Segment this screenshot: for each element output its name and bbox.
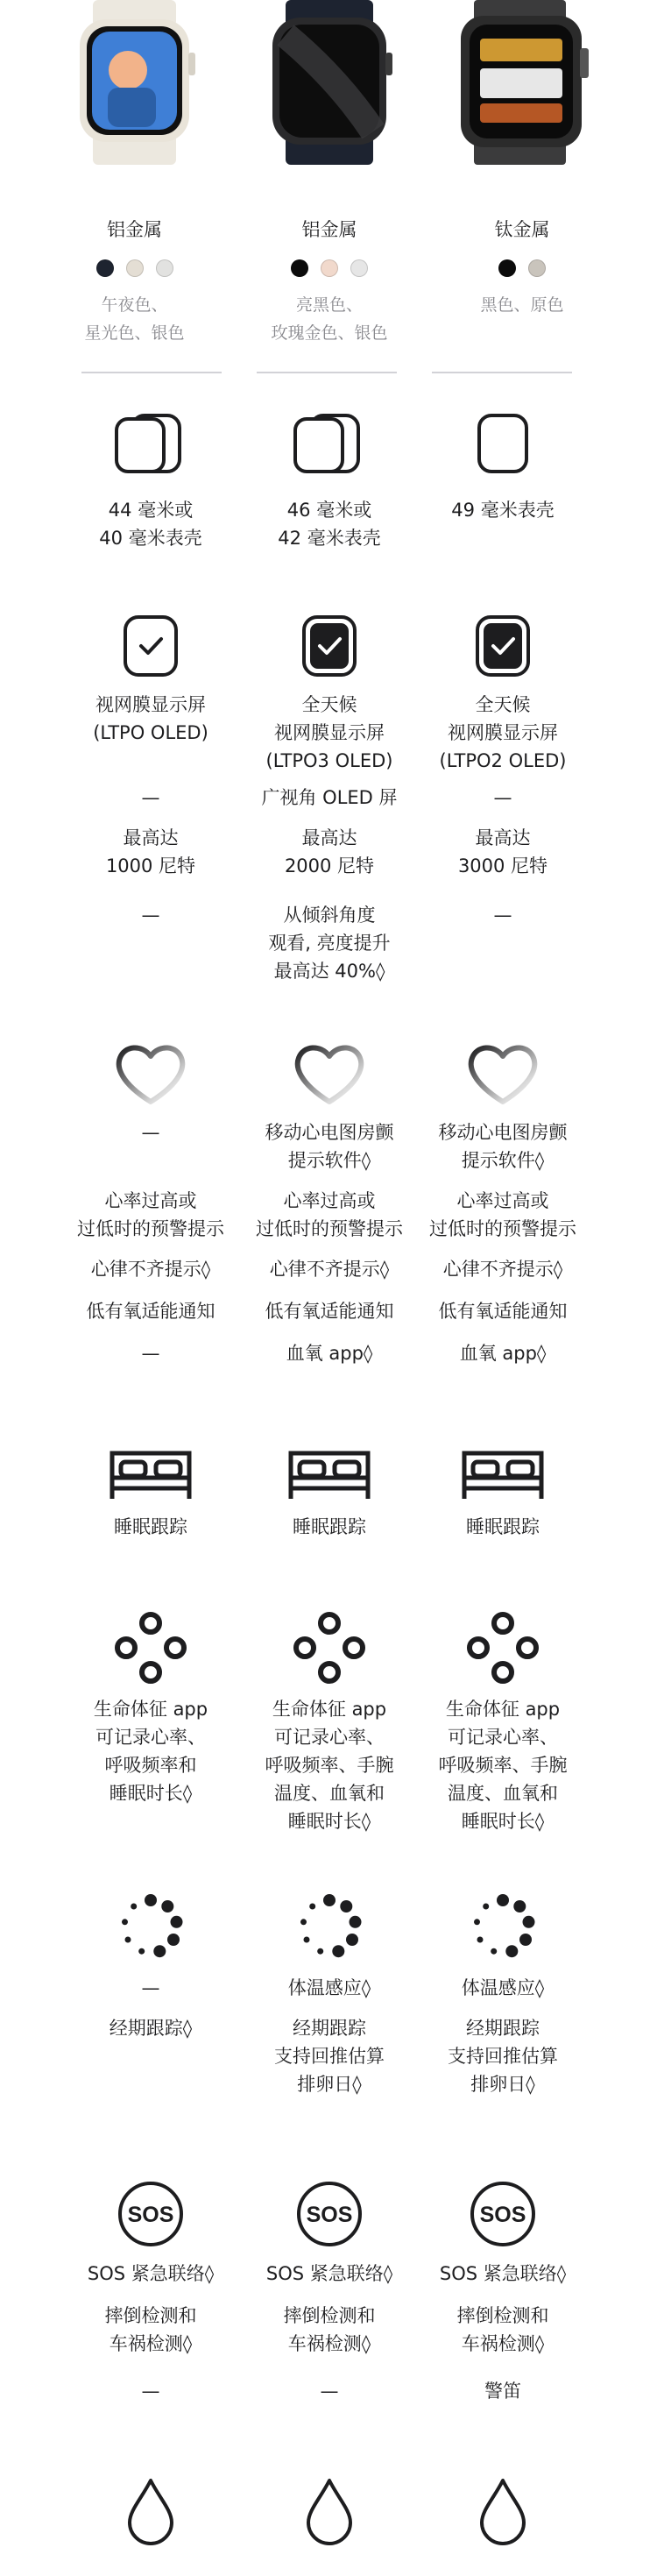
display-icon: [415, 614, 590, 682]
spec-angle-view: —: [493, 905, 512, 926]
spec-sleep: 睡眠跟踪: [293, 1516, 366, 1537]
spec-cycle: 经期跟踪 支持回推估算 排卵日◊: [448, 2018, 558, 2095]
heart-rate-icon: [59, 1040, 243, 1111]
spec-brightness: 最高达 3000 尼特: [457, 827, 548, 876]
color-swatch-natural[interactable]: [528, 259, 546, 277]
heart-rate-icon: [415, 1040, 590, 1111]
spec-display: 视网膜显示屏 (LTPO OLED): [93, 694, 208, 743]
color-swatch-silver[interactable]: [156, 259, 173, 277]
spec-vitals: 生命体征 app 可记录心率、 呼吸频率、手腕 温度、血氧和 睡眠时长◊: [265, 1699, 394, 1832]
material-label: 铝金属: [301, 219, 357, 240]
spec-blood-oxygen: 血氧 app◊: [286, 1343, 373, 1364]
spec-case-size: 49 毫米表壳: [451, 500, 555, 521]
spec-cycle: 经期跟踪 支持回推估算 排卵日◊: [274, 2018, 385, 2095]
spec-hr-alert: 心率过高或 过低时的预警提示: [429, 1190, 576, 1239]
svg-text:SOS: SOS: [306, 2203, 353, 2227]
spec-angle-view: —: [141, 905, 160, 926]
spec-ecg: —: [141, 1122, 160, 1143]
color-swatch-black[interactable]: [498, 259, 516, 277]
spec-blood-oxygen: —: [141, 1343, 160, 1364]
case-size-icon: [415, 412, 590, 479]
spec-siren: 警笛: [484, 2381, 521, 2402]
vitals-icon: [415, 1611, 590, 1688]
sleep-bed-icon: [59, 1448, 243, 1506]
display-icon: [59, 614, 243, 682]
spec-wide-angle: 广视角 OLED 屏: [261, 787, 398, 808]
case-size-icon: [237, 412, 421, 479]
cycle-tracking-icon: [237, 1891, 421, 1965]
spec-fall: 摔倒检测和 车祸检测◊: [283, 2305, 376, 2354]
spec-vitals: 生命体征 app 可记录心率、 呼吸频率、手腕 温度、血氧和 睡眠时长◊: [438, 1699, 568, 1832]
spec-fall: 摔倒检测和 车祸检测◊: [104, 2305, 197, 2354]
spec-wide-angle: —: [493, 787, 512, 808]
water-drop-icon: [415, 2477, 590, 2551]
spec-blood-oxygen: 血氧 app◊: [459, 1343, 547, 1364]
color-swatch-midnight[interactable]: [96, 259, 114, 277]
spec-irregular: 心律不齐提示◊: [269, 1259, 390, 1280]
spec-sleep: 睡眠跟踪: [114, 1516, 187, 1537]
spec-temp: 体温感应◊: [287, 1977, 371, 1998]
spec-sleep: 睡眠跟踪: [466, 1516, 540, 1537]
divider: [432, 372, 572, 373]
display-icon: [237, 614, 421, 682]
spec-ecg: 移动心电图房颤 提示软件◊: [438, 1122, 568, 1171]
sleep-bed-icon: [237, 1448, 421, 1506]
color-swatch-rose-gold[interactable]: [321, 259, 338, 277]
sleep-bed-icon: [415, 1448, 590, 1506]
spec-cycle: 经期跟踪◊: [109, 2018, 193, 2039]
spec-ecg: 移动心电图房颤 提示软件◊: [265, 1122, 394, 1171]
color-swatches: [224, 259, 434, 277]
spec-vitals: 生命体征 app 可记录心率、 呼吸频率和 睡眠时长◊: [93, 1699, 208, 1804]
spec-sos: SOS 紧急联络◊: [439, 2263, 567, 2284]
watch-image-series: [224, 0, 434, 165]
spec-irregular: 心律不齐提示◊: [442, 1259, 563, 1280]
divider: [257, 372, 397, 373]
spec-wide-angle: —: [141, 787, 160, 808]
spec-fall: 摔倒检测和 车祸检测◊: [456, 2305, 549, 2354]
spec-temp: 体温感应◊: [461, 1977, 545, 1998]
svg-text:SOS: SOS: [127, 2203, 174, 2227]
water-drop-icon: [59, 2477, 243, 2551]
sos-icon: [59, 2179, 243, 2253]
material-label: 铝金属: [107, 219, 162, 240]
color-names: 黑色、原色: [480, 295, 564, 315]
color-names: 午夜色、 星光色、银色: [84, 295, 185, 343]
color-swatch-starlight[interactable]: [126, 259, 144, 277]
spec-sos: SOS 紧急联络◊: [265, 2263, 393, 2284]
spec-brightness: 最高达 1000 尼特: [105, 827, 196, 876]
water-drop-icon: [237, 2477, 421, 2551]
spec-low-cardio: 低有氧适能通知: [438, 1301, 568, 1322]
color-names: 亮黑色、 玫瑰金色、银色: [271, 295, 388, 343]
divider: [81, 372, 222, 373]
case-size-icon: [59, 412, 243, 479]
spec-hr-alert: 心率过高或 过低时的预警提示: [77, 1190, 224, 1239]
cycle-tracking-icon: [59, 1891, 243, 1965]
spec-sos: SOS 紧急联络◊: [87, 2263, 215, 2284]
spec-angle-view: 从倾斜角度 观看, 亮度提升 最高达 40%◊: [268, 905, 391, 982]
heart-rate-icon: [237, 1040, 421, 1111]
vitals-icon: [237, 1611, 421, 1688]
color-swatch-silver[interactable]: [350, 259, 368, 277]
svg-text:SOS: SOS: [479, 2203, 526, 2227]
spec-siren: —: [141, 2381, 160, 2402]
spec-case-size: 44 毫米或 40 毫米表壳: [99, 500, 202, 549]
color-swatches: [434, 259, 610, 277]
color-swatch-jet-black[interactable]: [291, 259, 308, 277]
watch-image-aluminum: [45, 0, 224, 165]
color-swatches: [45, 259, 224, 277]
spec-case-size: 46 毫米或 42 毫米表壳: [278, 500, 381, 549]
spec-irregular: 心律不齐提示◊: [90, 1259, 211, 1280]
spec-brightness: 最高达 2000 尼特: [284, 827, 375, 876]
spec-temp: —: [141, 1977, 160, 1998]
vitals-icon: [59, 1611, 243, 1688]
cycle-tracking-icon: [415, 1891, 590, 1965]
sos-icon: [237, 2179, 421, 2253]
sos-icon: [415, 2179, 590, 2253]
spec-display: 全天候 视网膜显示屏 (LTPO2 OLED): [439, 694, 567, 771]
material-label: 钛金属: [494, 219, 550, 240]
spec-siren: —: [320, 2381, 339, 2402]
spec-hr-alert: 心率过高或 过低时的预警提示: [256, 1190, 403, 1239]
spec-low-cardio: 低有氧适能通知: [265, 1301, 394, 1322]
spec-display: 全天候 视网膜显示屏 (LTPO3 OLED): [265, 694, 393, 771]
spec-low-cardio: 低有氧适能通知: [86, 1301, 215, 1322]
watch-image-ultra: [434, 0, 610, 165]
